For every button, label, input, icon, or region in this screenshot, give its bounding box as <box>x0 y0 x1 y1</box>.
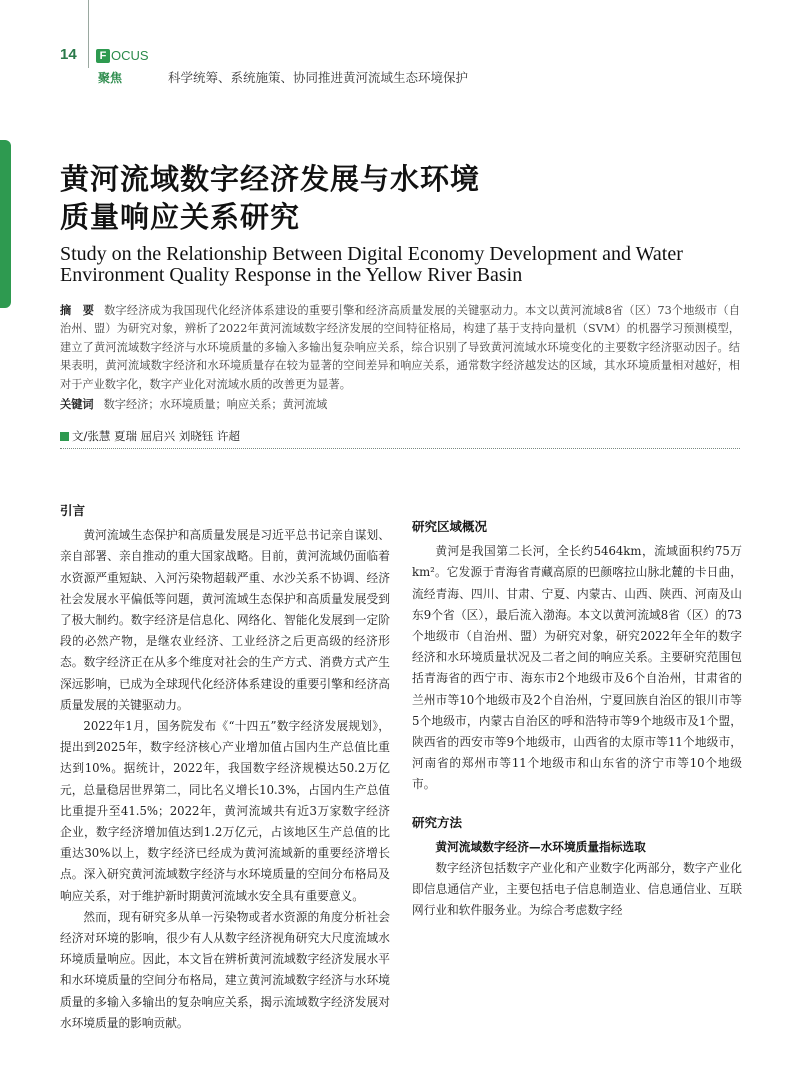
section-heading-intro: 引言 <box>60 503 86 518</box>
title-cn-line-2: 质量响应关系研究 <box>60 200 301 234</box>
page-number: 14 <box>60 46 77 63</box>
abstract-text: 数字经济成为我国现代化经济体系建设的重要引擎和经济高质量发展的关键驱动力。本文以黄河流域8省（区）73个地级市（自治州、盟）为研究对象，辨析了2022年黄河流域数字经济发展的空间特征格局，构建了基于支持向量机（SVM）的机器学习预测模型，建立了黄河流域数字经济与水环境质量的多输入多输出复杂响应关系，综合识别了导致黄河流域水环境变化的主要数字经济驱动因子。结果表明，黄河流域数字经济和水环境质量存在较为显著的空间差异和响应关系，通常数字经济越发达的区域，其水环境质量相对越好，相对于产业数字化，数字产业化对流域水质的改善更为显著。 <box>60 304 740 391</box>
focus-logo-text: OCUS <box>111 48 149 63</box>
authors <box>60 428 240 444</box>
area-paragraph-1: 黄河是我国第二长河，全长约5464km，流域面积约75万km²。它发源于青海省青藏高原的巴颜喀拉山脉北麓的卡日曲，流经青海、四川、甘肃、宁夏、内蒙古、山西、陕西、河南及山东9个省（区），最后流入渤海。本文以黄河流域8省（区）的73个地级市（自治州、盟）为研究对象，研究2022年全年的数字经济和水环境质量状况及二者之间的响应关系。主要研究范围包括青海省的西宁市、海东市2个地级市及6个自治州，甘肃省的兰州市等10个地级市及2个自治州，宁夏回族自治区的银川市等5个地级市，内蒙古自治区的呼和浩特市等9个地级市及1个盟，陕西省的西安市等9个地级市，山西省的太原市等11个地级市，河南省的郑州市等11个地级市和山东省的济宁市等10个地级市。 <box>412 544 742 792</box>
method-paragraph-1: 数字经济包括数字产业化和产业数字化两部分，数字产业化即信息通信产业，主要包括电子信息制造业、信息通信业、互联网行业和软件服务业。为综合考虑数字经 <box>412 861 742 918</box>
subsection-heading-indicators: 黄河流域数字经济—水环境质量指标选取 <box>435 839 646 854</box>
keywords-text: 数字经济；水环境质量；响应关系；黄河流域 <box>103 398 328 411</box>
accent-bar <box>0 140 11 308</box>
abstract <box>60 302 740 394</box>
focus-logo-letter: F <box>96 49 110 63</box>
column-name: 聚焦 <box>98 71 123 85</box>
section-heading-area: 研究区域概况 <box>412 519 488 534</box>
section-heading-method: 研究方法 <box>412 814 463 830</box>
focus-logo <box>96 48 149 63</box>
author-marker-icon <box>60 432 69 441</box>
title-en-line-2: Environment Quality Response in the Yellow River Basin <box>60 264 523 286</box>
intro-paragraph-3: 然而，现有研究多从单一污染物或者水资源的角度分析社会经济对环境的影响，很少有人从数字经济视角研究大尺度流域水环境质量响应。因此，本文旨在辨析黄河流域数字经济发展水平和水环境质量的空间分布格局，建立黄河流域数字经济与水环境质量的多输入多输出的复杂响应关系，揭示流域数字经济发展对水环境质量的影响贡献。 <box>60 909 390 1030</box>
abstract-label: 摘 要 <box>60 304 95 317</box>
article-title-cn <box>60 160 480 236</box>
dotted-divider <box>60 448 740 449</box>
left-column <box>60 500 390 1034</box>
running-header-title: 科学统筹、系统施策、协同推进黄河流域生态环境保护 <box>168 70 469 85</box>
header-divider <box>88 0 89 68</box>
intro-paragraph-2: 2022年1月，国务院发布《“十四五”数字经济发展规划》，提出到2025年，数字经济核心产业增加值占国内生产总值比重达到10%。据统计，2022年，我国数字经济规模达50.2万亿元，总量稳居世界第二，同比名义增长10.3%，占国内生产总值比重提升至41.5%；2022年，黄河流域共有近3万家数字经济企业，数字经济增加值达到1.2万亿元，占该地区生产总值的比重达30%以上，数字经济已经成为黄河流域新的重要经济增长点。深入研究黄河流域数字经济与水环境质量的空间分布格局及响应关系，对于维护新时期黄河流域水安全具有重要意义。 <box>60 719 390 903</box>
title-cn-line-1: 黄河流域数字经济发展与水环境 <box>60 162 481 196</box>
right-column <box>412 500 742 922</box>
keywords <box>60 396 327 412</box>
keywords-label: 关键词 <box>60 398 94 411</box>
authors-text: 文/张慧 夏瑞 屈启兴 刘晓钰 许超 <box>72 429 240 443</box>
intro-paragraph-1: 黄河流域生态保护和高质量发展是习近平总书记亲自谋划、亲自部署、亲自推动的重大国家战略。目前，黄河流域仍面临着水资源严重短缺、入河污染物超载严重、水沙关系不协调、经济社会发展水平偏低等问题，黄河流域生态保护和高质量发展受到了极大制约。数字经济是信息化、网络化、智能化发展到一定阶段的必然产物，是继农业经济、工业经济之后更高级的经济形态。数字经济正在从多个维度对社会的生产方式、消费方式产生深远影响，已成为全球现代化经济体系建设的重要引擎和经济高质量发展的关键驱动力。 <box>60 528 390 712</box>
title-en-line-1: Study on the Relationship Between Digital Economy Development and Water <box>60 243 683 265</box>
article-title-en <box>60 244 760 286</box>
